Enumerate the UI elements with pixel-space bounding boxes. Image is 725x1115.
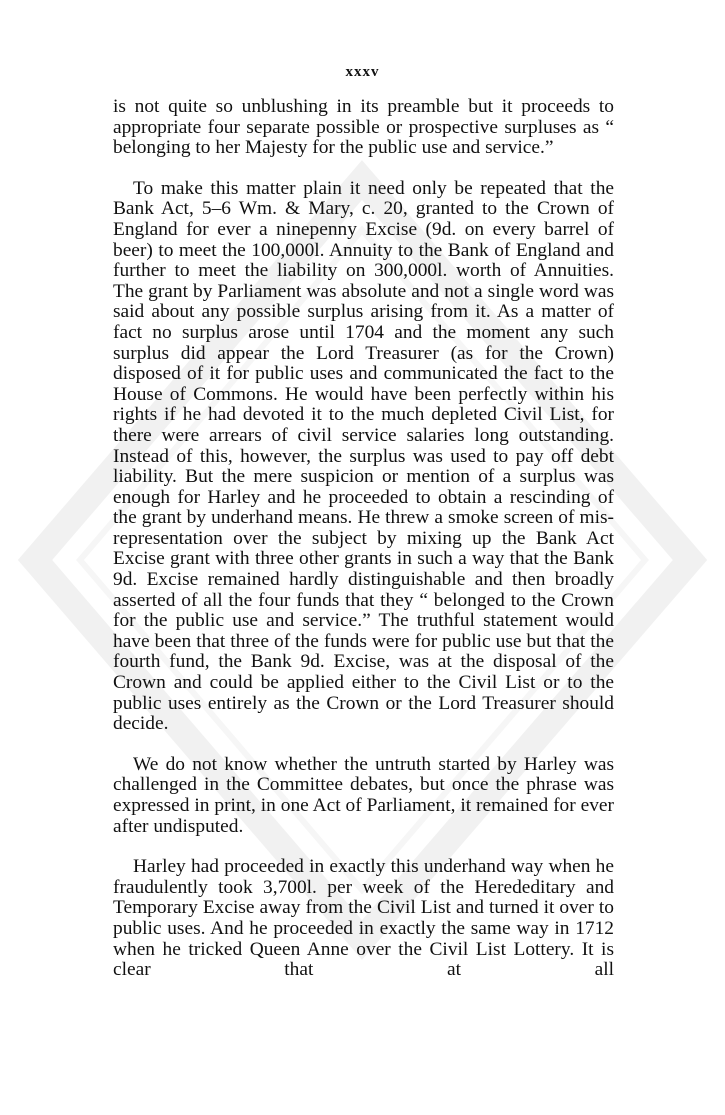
page-number: xxxv [345, 64, 380, 80]
paragraph-2: To make this matter plain it need only be repeated that the Bank Act, 5–6 Wm. & Mary, c. 20, granted to the Crown of England for ever a ninepenny Excise (9d. on every barrel of beer) to meet the 100,000l. Annuity to the Bank of England and further to meet the liability on 300,000l. worth of Annuities. The grant by Parliament was absolute and not a single word was said about any possible surplus arising from it. As a matter of fact no surplus arose until 1704 and the moment any such surplus did appear the Lord Treasurer (as for the Crown) disposed of it for public uses and communicated the fact to the House of Commons. He would have been perfectly within his rights if he had devoted it to the much depleted Civil List, for there were arrears of civil service salaries long outstanding. Instead of this, however, the surplus was used to pay off debt liability. But the mere suspicion or mention of a surplus was enough for Harley and he proceeded to obtain a rescinding of the grant by underhand means. He threw a smoke screen of misrepresentation over the subject by mixing up the Bank Act Excise grant with three other grants in such a way that the Bank 9d. Excise remained hardly distinguishable and then broadly asserted of all the four funds that they “ belonged to the Crown for the public use and service.” The truthful statement would have been that three of the funds were for public use but that the fourth fund, the Bank 9d. Excise, was at the disposal of the Crown and could be applied either to the Civil List or to the public uses entirely as the Crown or the Lord Treasurer should decide. [113, 177, 614, 735]
paragraph-3: We do not know whether the untruth started by Harley was challenged in the Committee debates, but once the phrase was expressed in print, in one Act of Parliament, it remained for ever after undisputed. [113, 753, 614, 837]
paragraph-1: is not quite so unblushing in its preamble but it proceeds to appropriate four separate possible or prospective surpluses as “ belonging to her Majesty for the public use and service.” [113, 96, 614, 159]
paragraph-4: Harley had proceeded in exactly this underhand way when he fraudulently took 3,700l. per week of the Herededitary and Temporary Excise away from the Civil List and turned it over to public uses. And he proceeded in exactly the same way in 1712 when he tricked Queen Anne over the Civil List Lottery. It is clear that at all [113, 856, 614, 981]
body-text [113, 97, 614, 981]
